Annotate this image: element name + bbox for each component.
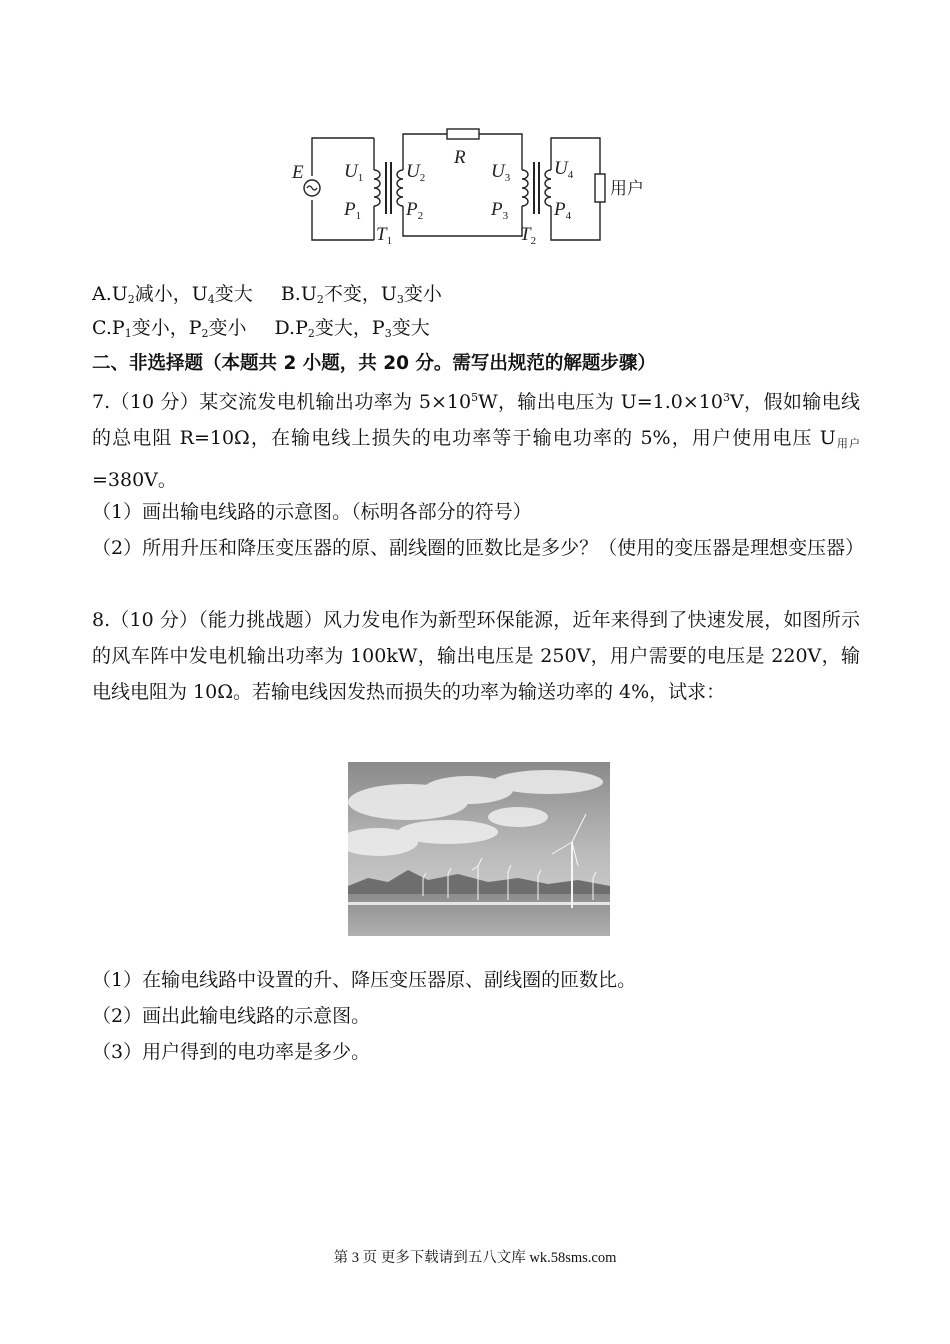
p1-subscript: 1 <box>355 210 362 222</box>
svg-text:P4: $P_4$ <box>554 199 572 222</box>
resistor-label: R <box>454 147 466 168</box>
svg-text:P3: $P_3$ <box>491 199 509 222</box>
question-7-part-2: （2）所用升压和降压变压器的原、副线圈的匝数比是多少？（使用的变压器是理想变压器） <box>92 537 865 559</box>
svg-text:U2: $U_2$ <box>406 161 426 184</box>
p2-subscript: 2 <box>417 210 424 222</box>
p4-subscript: 4 <box>565 210 572 222</box>
t1-subscript: 1 <box>386 235 393 247</box>
p3-subscript: 3 <box>502 210 509 222</box>
svg-text:U3: $U_3$ <box>491 161 511 184</box>
page-footer: 第 3 页 更多下载请到五八文库 wk.58sms.com <box>333 1250 617 1266</box>
source-label: E <box>292 162 304 183</box>
svg-text:T1: $T_1$ <box>376 224 393 247</box>
options-row-ab <box>92 282 442 312</box>
user-label: 用户 <box>610 179 644 199</box>
question-8-part-3: （3）用户得到的电功率是多少。 <box>92 1041 371 1063</box>
svg-text:P1: $P_1$ <box>344 199 362 222</box>
svg-text:T2: $T_2$ <box>520 224 537 247</box>
section-title: 二、非选择题（本题共 2 小题，共 20 分。需写出规范的解题步骤） <box>92 353 656 374</box>
u1-subscript: 1 <box>357 172 364 184</box>
question-8-text: 8.（10 分）（能力挑战题）风力发电作为新型环保能源，近年来得到了快速发展，如图所示的风车阵中发电机输出功率为 100kW，输出电压是 250V，用户需要的电压是 220V，输电线电阻为 10Ω。若输电线因发热而损失的功率为输送功率的 4%，试求： <box>92 609 860 703</box>
option-d: $D.P_2$变大，$P_3$变大 <box>274 317 430 340</box>
resistor-r <box>447 129 479 139</box>
question-8-part-1: （1）在输电线路中设置的升、降压变压器原、副线圈的匝数比。 <box>92 969 637 991</box>
question-7-text: 7.（10 分）某交流发电机输出功率为 $5\times 10^5W$，输出电压为 $U=1.0\times 10^3V$，假如输电线的总电阻 R=10Ω，在输电线上损失的电功率等于输电功率的 5%，用户使用电压 $U_{用户}=380V$。 <box>92 391 860 491</box>
question-8-part-2: （2）画出此输电线路的示意图。 <box>92 1005 371 1027</box>
transmission-circuit-diagram <box>282 122 668 252</box>
ac-source-icon <box>304 176 320 200</box>
question-7-part-1: （1）画出输电线路的示意图。（标明各部分的符号） <box>92 501 532 523</box>
u3-subscript: 3 <box>504 172 511 184</box>
u4-subscript: 4 <box>567 169 574 181</box>
svg-text:P2: $P_2$ <box>406 199 424 222</box>
wind-farm-photo <box>348 762 610 936</box>
option-c: $C.P_1$变小，$P_2$变小 <box>92 317 247 340</box>
svg-text:U4: $U_4$ <box>554 158 574 181</box>
svg-text:U1: $U_1$ <box>344 161 364 184</box>
t2-subscript: 2 <box>530 235 537 247</box>
u2-subscript: 2 <box>419 172 426 184</box>
option-b: $B.U_2$不变，$U_3$变小 <box>280 283 442 306</box>
option-a: $A.U_2$减小，$U_4$变大 <box>92 283 253 306</box>
user-load <box>595 174 605 202</box>
options-row-cd <box>92 316 430 346</box>
